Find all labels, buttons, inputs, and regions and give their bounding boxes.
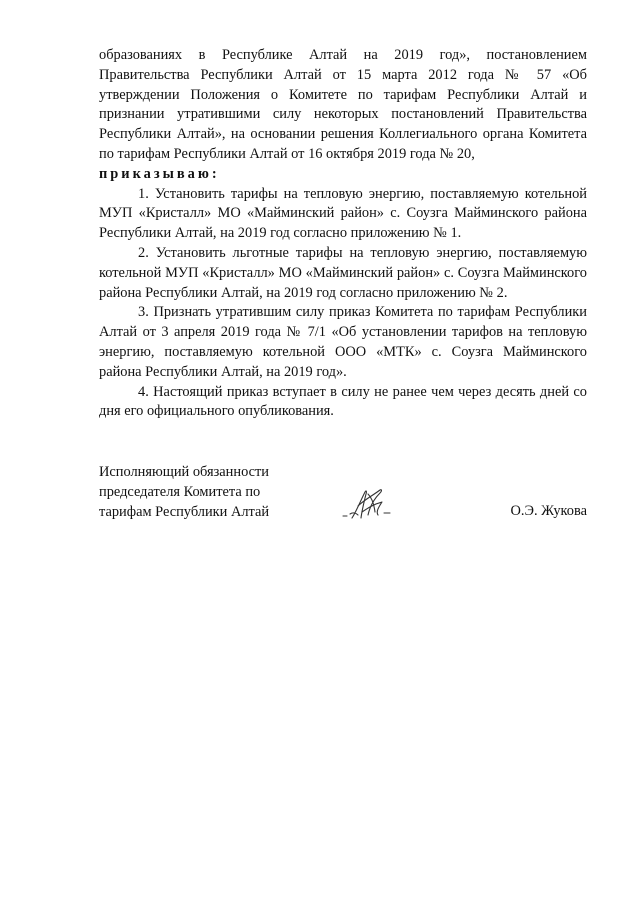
paragraph-3: 3. Признать утратившим силу приказ Комитета по тарифам Республики Алтай от 3 апреля 2019 года № 7/1 «Об установлении тарифов на тепловую энергию, поставляемую котельной ООО «МТК» с. Соузга Майминского района Республики Алтай, на 2019 год». <box>99 304 587 380</box>
position-line-1: Исполняющий обязанности <box>99 464 270 480</box>
position-line-2: председателя Комитета по <box>99 483 261 500</box>
intro-paragraph: образованиях в Республике Алтай на 2019 год», постановлением Правительства Республики Алтай от 15 марта 2012 года № 57 «Об утверждении Положения о Комитете по тарифам Республики Алтай и признании утратившими силу некоторых постановлений Правительства Республики Алтай», на основании решения Коллегиального органа Комитета по тарифам Республики Алтай от 16 октября 2019 года № 20, <box>99 47 587 162</box>
position-line-3: тарифам Республики Алтай <box>99 503 270 520</box>
paragraph-1: 1. Установить тарифы на тепловую энергию, поставляемую котельной МУП «Кристалл» МО «Майминский район» с. Соузга Майминского района Республики Алтай, на 2019 год согласно приложению № 1. <box>99 185 587 242</box>
paragraph-2: 2. Установить льготные тарифы на тепловую энергию, поставляемую котельной МУП «Кристалл» МО «Майминский район» с. Соузга Майминского района Республики Алтай, на 2019 год согласно приложению № 2. <box>99 244 587 301</box>
order-word: приказываю: <box>99 165 220 182</box>
signatory-name: О.Э. Жукова <box>510 503 587 519</box>
handwritten-signature-icon <box>338 482 400 528</box>
paragraph-4: 4. Настоящий приказ вступает в силу не ранее чем через десять дней со дня его официального опубликования. <box>99 383 587 420</box>
signatory-position <box>99 463 269 522</box>
document-body <box>99 46 587 422</box>
